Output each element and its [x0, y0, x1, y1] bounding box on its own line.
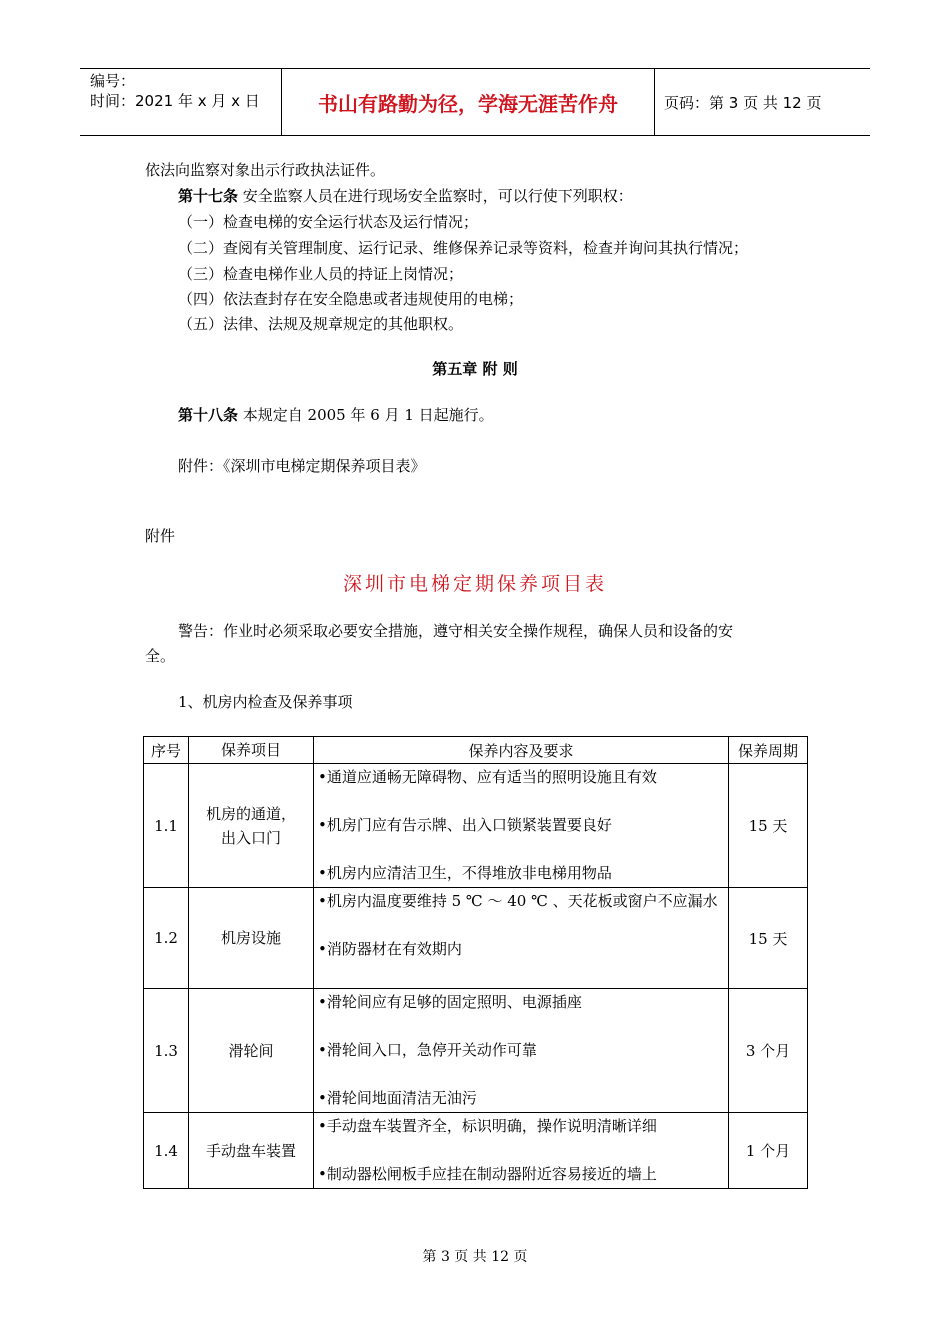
warning-line-2: 全。 [145, 647, 176, 665]
number-label: 编号： [90, 72, 136, 90]
chapter-heading: 第五章 附 则 [432, 360, 518, 378]
content-line: •滑轮间入口，急停开关动作可靠 [318, 1041, 537, 1059]
header-meta [80, 69, 282, 135]
article-17-head: 第十七条 [178, 187, 239, 205]
table-row [144, 989, 808, 1113]
content-line: •手动盘车装置齐全，标识明确，操作说明清晰详细 [318, 1117, 657, 1135]
row-period: 1 个月 [729, 1113, 808, 1189]
header-motto: 书山有路勤为径，学海无涯苦作舟 [282, 69, 655, 135]
power-item-5: （五）法律、法规及规章规定的其他职权。 [178, 315, 464, 333]
header-no: 序号 [144, 737, 189, 764]
row-item: 手动盘车装置 [189, 1113, 314, 1189]
row-no: 1.4 [144, 1113, 189, 1189]
row-content [314, 989, 729, 1113]
row-content [314, 888, 729, 989]
row-content [314, 764, 729, 888]
section-heading: 1、机房内检查及保养事项 [178, 693, 353, 711]
power-item-3: （三）检查电梯作业人员的持证上岗情况； [178, 265, 464, 283]
content-line: •滑轮间地面清洁无油污 [318, 1089, 477, 1107]
power-item-2: （二）查阅有关管理制度、运行记录、维修保养记录等资料，检查并询问其执行情况； [178, 239, 749, 257]
content-line: •机房内温度要维持 5 ℃ ～ 40 ℃ 、天花板或窗户不应漏水 [318, 892, 718, 910]
row-no: 1.1 [144, 764, 189, 888]
power-item-1: （一）检查电梯的安全运行状态及运行情况； [178, 213, 479, 231]
header-content: 保养内容及要求 [314, 737, 729, 764]
header-page-info: 页码：第 3 页 共 12 页 [664, 93, 822, 112]
table-row [144, 888, 808, 989]
row-period: 15 天 [729, 764, 808, 888]
table-title: 深圳市电梯定期保养项目表 [342, 573, 607, 595]
row-item: 滑轮间 [189, 989, 314, 1113]
maintenance-table [143, 736, 808, 1189]
row-period: 15 天 [729, 888, 808, 989]
row-content [314, 1113, 729, 1189]
time-label: 时间：2021 年 x 月 x 日 [90, 92, 260, 110]
header-period: 保养周期 [729, 737, 808, 764]
table-row [144, 1113, 808, 1189]
article-18-text: 本规定自 2005 年 6 月 1 日起施行。 [238, 406, 494, 424]
page-header [80, 68, 870, 136]
table-header-row [144, 737, 808, 764]
header-item: 保养项目 [189, 737, 314, 764]
attachment-reference: 附件：《深圳市电梯定期保养项目表》 [178, 457, 426, 475]
content-line: •滑轮间应有足够的固定照明、电源插座 [318, 993, 582, 1011]
page-footer: 第 3 页 共 12 页 [422, 1249, 528, 1265]
row-no: 1.3 [144, 989, 189, 1113]
row-period: 3 个月 [729, 989, 808, 1113]
warning-line-1: 警告：作业时必须采取必要安全措施，遵守相关安全操作规程，确保人员和设备的安 [178, 622, 734, 640]
article-17-text: 安全监察人员在进行现场安全监察时，可以行使下列职权： [238, 187, 633, 205]
content-line: •机房门应有告示牌、出入口锁紧装置要良好 [318, 816, 612, 834]
table-row [144, 764, 808, 888]
content-line: •消防器材在有效期内 [318, 940, 462, 958]
article-18-head: 第十八条 [178, 406, 239, 424]
row-item: 机房设施 [189, 888, 314, 989]
content-line: •制动器松闸板手应挂在制动器附近容易接近的墙上 [318, 1165, 657, 1183]
article-18 [178, 404, 494, 426]
row-item: 机房的通道，出入口门 [189, 764, 314, 888]
attachment-label: 附件 [145, 527, 176, 545]
row-no: 1.2 [144, 888, 189, 989]
content-line: •通道应通畅无障碍物、应有适当的照明设施且有效 [318, 768, 657, 786]
article-17 [178, 185, 633, 207]
power-item-4: （四）依法查封存在安全隐患或者违规使用的电梯； [178, 290, 524, 308]
continued-line: 依法向监察对象出示行政执法证件。 [145, 161, 386, 179]
content-line: •机房内应清洁卫生，不得堆放非电梯用物品 [318, 864, 612, 882]
